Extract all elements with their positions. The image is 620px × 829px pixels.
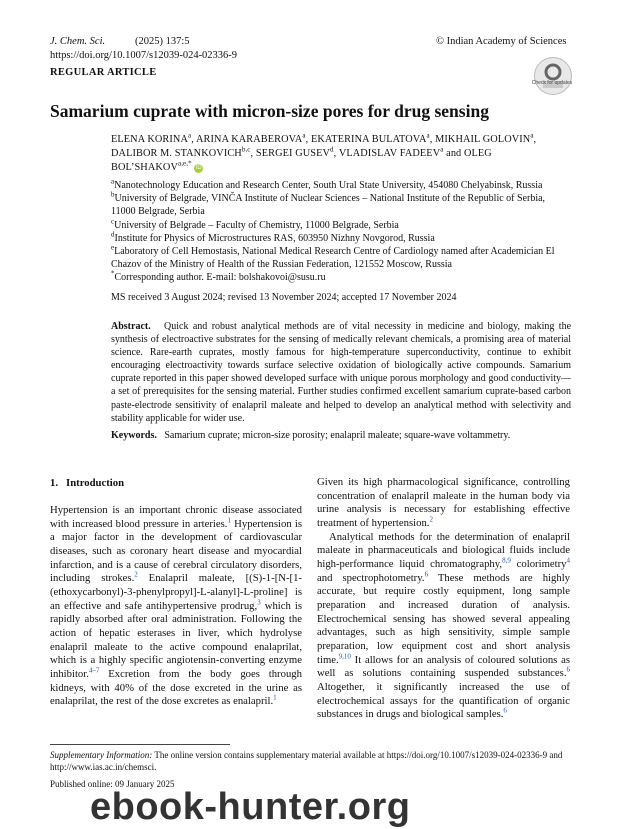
citation-link[interactable]: 1 [273,693,277,702]
author-affiliation-mark: a,e,* [177,159,192,168]
text-run: and spectrophotometry. [317,571,425,584]
affiliation-text: Corresponding author. E-mail: bolshakovoi@susu.ru [114,272,326,284]
text-run: colorimetry [510,557,567,570]
paragraph [317,476,570,531]
footnote-text[interactable]: The online version contains supplementary material available at https://doi.org/10.1007/s12039-024-02336-9 and http://www.ias.ac.in/chemsci. [50,750,563,772]
citation-link[interactable]: 8,9 [502,556,511,565]
affiliation-text: Laboratory of Cell Hemostasis, National Medical Research Centre of Cardiology named after Academician El Chazov of the Ministry of Health of the Russian Federation, 121552 Moscow, Russia [111,246,555,271]
journal-name: J. Chem. Sci. [50,36,106,47]
author-separator: , [429,134,436,145]
affiliation-text: University of Belgrade – Faculty of Chemistry, 11000 Belgrade, Serbia [114,219,399,231]
section-number: 1. [50,477,59,489]
affiliation-mark: b [111,190,115,199]
paragraph [50,504,302,709]
footnote-label: Supplementary Information: [50,750,153,760]
author-affiliation-mark: d [330,145,334,154]
citation-link[interactable]: 6 [503,706,507,715]
citation-link[interactable]: 9,10 [338,651,351,660]
author-separator: , [191,134,196,145]
affiliations [111,179,571,285]
affiliation-item [111,219,571,232]
affiliation-mark: d [111,230,115,239]
affiliation-item [111,245,571,271]
citation-link[interactable]: 6 [424,570,429,579]
paragraph [317,531,570,722]
orcid-icon[interactable]: iD [195,165,202,171]
citation-link[interactable]: 2 [134,570,138,579]
text-run: Enalapril maleate, [(S)-1-[N-[1-(ethoxycarbonyl)-3-phenylpropyl]-L-alanyl]-L-proline] is an effective and safe antihypertensive prodrug, [50,572,302,612]
keywords-label: Keywords. [111,430,157,441]
doi-link[interactable]: https://doi.org/10.1007/s12039-024-02336-9 [50,50,238,61]
citation-link[interactable]: 6 [566,665,570,674]
received-dates: MS received 3 August 2024; revised 13 November 2024; accepted 17 November 2024 [111,292,457,303]
intro-left-column [50,504,302,709]
affiliation-item [111,179,571,192]
text-run: Excretion from the body goes through kidneys, with 40% of the dose excreted in the urine as enalaprilat, the rest of the dose excretes as enalapril. [50,667,302,708]
text-run: Altogether, it significantly increased the use of electrochemical assays for the quantification of organic substances in drugs and biological samples. [317,680,570,721]
author-affiliation-mark: b,c [241,145,251,154]
author-affiliation-mark: a [440,145,444,154]
keywords [111,429,571,442]
author: SERGEI GUSEV [255,148,331,159]
abstract [111,320,571,425]
text-run: Analytical methods for the determination of enalapril maleate in pharmaceuticals and biological fluids include high-performance liquid chromatography, [317,530,570,570]
affiliation-item [111,271,571,284]
author-affiliation-mark: a [426,131,430,140]
affiliation-mark: e [111,243,115,252]
intro-right-column [317,476,570,722]
author: DALIBOR M. STANKOVICH [111,148,242,159]
author: OLEG BOL’SHAKOV [111,148,492,173]
author-separator: , [333,148,339,159]
author: ELENA KORINA [111,134,188,145]
author-separator: , [305,134,311,145]
affiliation-text: Institute for Physics of Microstructures RAS, 603950 Nizhny Novgorod, Russia [114,232,435,244]
author: EKATERINA BULATOVA [310,134,427,145]
article-type: REGULAR ARTICLE [50,67,157,78]
author-affiliation-mark: a [302,131,306,140]
author-affiliation-mark: a [188,131,192,140]
author-separator: and [443,148,464,159]
affiliation-mark: a [111,177,115,186]
author: MIKHAIL GOLOVIN [435,134,531,145]
text-run: It allows for an analysis of coloured solutions as well as solutions containing suspended substances. [317,653,570,680]
author-separator: , [533,134,537,145]
affiliation-item [111,192,571,218]
footnote-divider [50,744,230,745]
section-heading [50,477,124,489]
author-separator: , [250,148,256,159]
abstract-label: Abstract. [111,321,151,332]
affiliation-text: Nanotechnology Education and Research Center, South Ural State University, 454080 Chelyabinsk, Russia [114,180,543,191]
citation-link[interactable]: 1 [227,516,231,525]
article-title: Samarium cuprate with micron-size pores for drug sensing [50,101,489,121]
citation-link[interactable]: 4–7 [88,666,100,675]
refresh-icon [535,58,571,94]
author-list [111,133,571,175]
author: VLADISLAV FADEEV [338,148,441,159]
text-run: Given its high pharmacological significance, controlling concentration of enalapril maleate in the human body via urine analysis is necessary for establishing effective treatment of hypertension. [317,476,570,529]
text-run: These methods are highly accurate, but require costly equipment, long sample preparation and increased duration of analysis. Electrochemical sensing has showed several appealing advantages, such as high sensitivity, simple sample preparation, low equipment cost and short analysis time. [317,571,571,666]
affiliation-mark: c [111,217,115,226]
section-title: Introduction [66,477,125,489]
text-run: which is rapidly absorbed after oral administration. Following the action of hepatic esterases in liver, which hydrolyse enalapril maleate to the active compound enalaprilat, which is a highly specific angiotensin-converting enzyme inhibitor. [50,599,303,680]
check-for-updates-badge[interactable] [534,57,572,95]
published-date: Published online: 09 January 2025 [50,779,175,789]
citation-link[interactable]: 3 [257,598,261,607]
journal-volume: (2025) 137:5 [135,36,190,47]
publisher-notice: © Indian Academy of Sciences [436,36,567,47]
affiliation-text: University of Belgrade, VINČA Institute of Nuclear Sciences – National Institute of the Republic of Serbia, 11000 Belgrade, Serbia [111,193,546,218]
citation-link[interactable]: 4 [566,556,570,565]
citation-link[interactable]: 2 [429,515,433,524]
badge-label: Check for updates [531,80,573,86]
author: ARINA KARABEROVA [196,134,303,145]
footnote [50,750,570,791]
keywords-text: Samarium cuprate; micron-size porosity; enalapril maleate; square-wave voltammetry. [164,430,511,441]
affiliation-item [111,232,571,245]
text-run: Hypertension is a major factor in the development of cardiovascular diseases, such as coronary heart disease and myocardial infarction, and is a cause of cerebral circulatory disorders, including strokes. [50,517,302,585]
author-affiliation-mark: a [530,131,534,140]
watermark: ebook-hunter.org [90,786,411,828]
abstract-text: Quick and robust analytical methods are of vital necessity in medicine and biology, making the synthesis of electroactive substrates for the sensing of medically relevant chemicals, a promising area of material science. Rare-earth cuprates, mostly famous for high-temperature superconductivity, continue to exhibit encouraging electroactivity towards surface selective oxidation of biologically active compounds. Samarium cuprate reported in this paper showed developed surface with unique porous morphology and good conductivity—a set of prerequisites for the sensing material. Further studies confirmed excellent samarium cuprate-based carbon paste-electrode sensitivity of enalapril maleate and helped to develop an analytical method with selectivity and stability applicable for wider use. [111,321,572,424]
affiliation-mark: * [111,270,115,279]
text-run: Hypertension is an important chronic disease associated with increased blood pressure in arteries. [50,504,302,530]
